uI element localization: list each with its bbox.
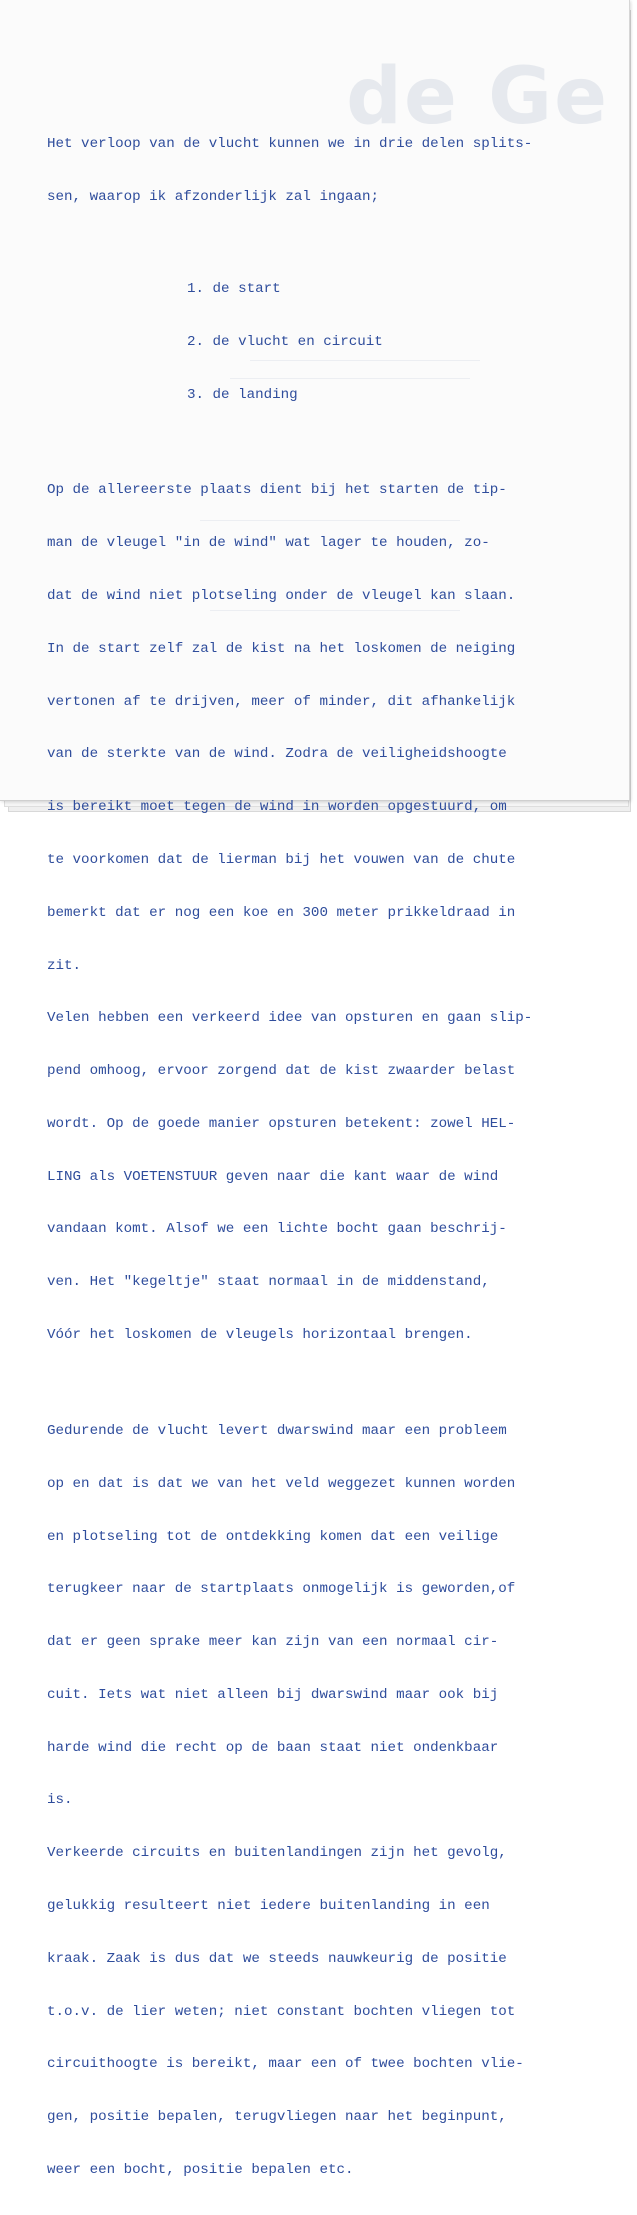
text-line: vertonen af te drijven, meer of minder, dit afhankelijk bbox=[47, 693, 516, 710]
text-line: kraak. Zaak is dus dat we steeds nauwkeurig de positie bbox=[47, 1950, 507, 1967]
document-body bbox=[47, 101, 532, 2215]
text-line: In de start zelf zal de kist na het loskomen de neiging bbox=[47, 640, 516, 657]
text-line: LING als VOETENSTUUR geven naar die kant waar de wind bbox=[47, 1168, 499, 1185]
text-line: en plotseling tot de ontdekking komen dat een veilige bbox=[47, 1528, 499, 1545]
list-item: 1. de start bbox=[187, 280, 281, 297]
text-line: dat de wind niet plotseling onder de vleugel kan slaan. bbox=[47, 588, 516, 605]
text-line: cuit. Iets wat niet alleen bij dwarswind maar ook bij bbox=[47, 1686, 499, 1703]
text-line: is. bbox=[47, 1792, 73, 1809]
text-line: Vóór het loskomen de vleugels horizontaal brengen. bbox=[47, 1326, 473, 1343]
text-line: is bereikt moet tegen de wind in worden opgestuurd, om bbox=[47, 799, 507, 816]
text-line: gen, positie bepalen, terugvliegen naar het beginpunt, bbox=[47, 2109, 507, 2126]
list-item: 3. de landing bbox=[187, 386, 298, 403]
text-line: bemerkt dat er nog een koe en 300 meter prikkeldraad in bbox=[47, 904, 516, 921]
text-line: ven. Het "kegeltje" staat normaal in de middenstand, bbox=[47, 1274, 490, 1291]
text-line: van de sterkte van de wind. Zodra de veiligheidshoogte bbox=[47, 746, 507, 763]
text-line: t.o.v. de lier weten; niet constant bochten vliegen tot bbox=[47, 2003, 516, 2020]
text-line: sen, waarop ik afzonderlijk zal ingaan; bbox=[47, 188, 380, 205]
text-line: dat er geen sprake meer kan zijn van een normaal cir- bbox=[47, 1634, 499, 1651]
text-line: Verkeerde circuits en buitenlandingen zijn het gevolg, bbox=[47, 1845, 507, 1862]
text-line: Velen hebben een verkeerd idee van opsturen en gaan slip- bbox=[47, 1010, 533, 1027]
text-line: circuithoogte is bereikt, maar een of twee bochten vlie- bbox=[47, 2056, 524, 2073]
text-line: terugkeer naar de startplaats onmogelijk is geworden,of bbox=[47, 1581, 516, 1598]
text-line: wordt. Op de goede manier opsturen betekent: zowel HEL- bbox=[47, 1115, 516, 1132]
text-line: op en dat is dat we van het veld weggezet kunnen worden bbox=[47, 1475, 516, 1492]
text-line: Op de allereerste plaats dient bij het starten de tip- bbox=[47, 482, 507, 499]
text-line: man de vleugel "in de wind" wat lager te houden, zo- bbox=[47, 535, 490, 552]
text-line: vandaan komt. Alsof we een lichte bocht gaan beschrij- bbox=[47, 1221, 507, 1238]
text-line: te voorkomen dat de lierman bij het vouwen van de chute bbox=[47, 851, 516, 868]
text-line: harde wind die recht op de baan staat niet ondenkbaar bbox=[47, 1739, 499, 1756]
text-line: gelukkig resulteert niet iedere buitenlanding in een bbox=[47, 1897, 490, 1914]
list-item: 2. de vlucht en circuit bbox=[187, 333, 383, 350]
text-line: weer een bocht, positie bepalen etc. bbox=[47, 2161, 354, 2178]
text-line: Het verloop van de vlucht kunnen we in drie delen splits- bbox=[47, 136, 533, 153]
text-line: pend omhoog, ervoor zorgend dat de kist zwaarder belast bbox=[47, 1063, 516, 1080]
text-line: Gedurende de vlucht levert dwarswind maar een probleem bbox=[47, 1422, 507, 1439]
show-through-text: de Ge bbox=[346, 52, 609, 142]
text-line: zit. bbox=[47, 957, 82, 974]
